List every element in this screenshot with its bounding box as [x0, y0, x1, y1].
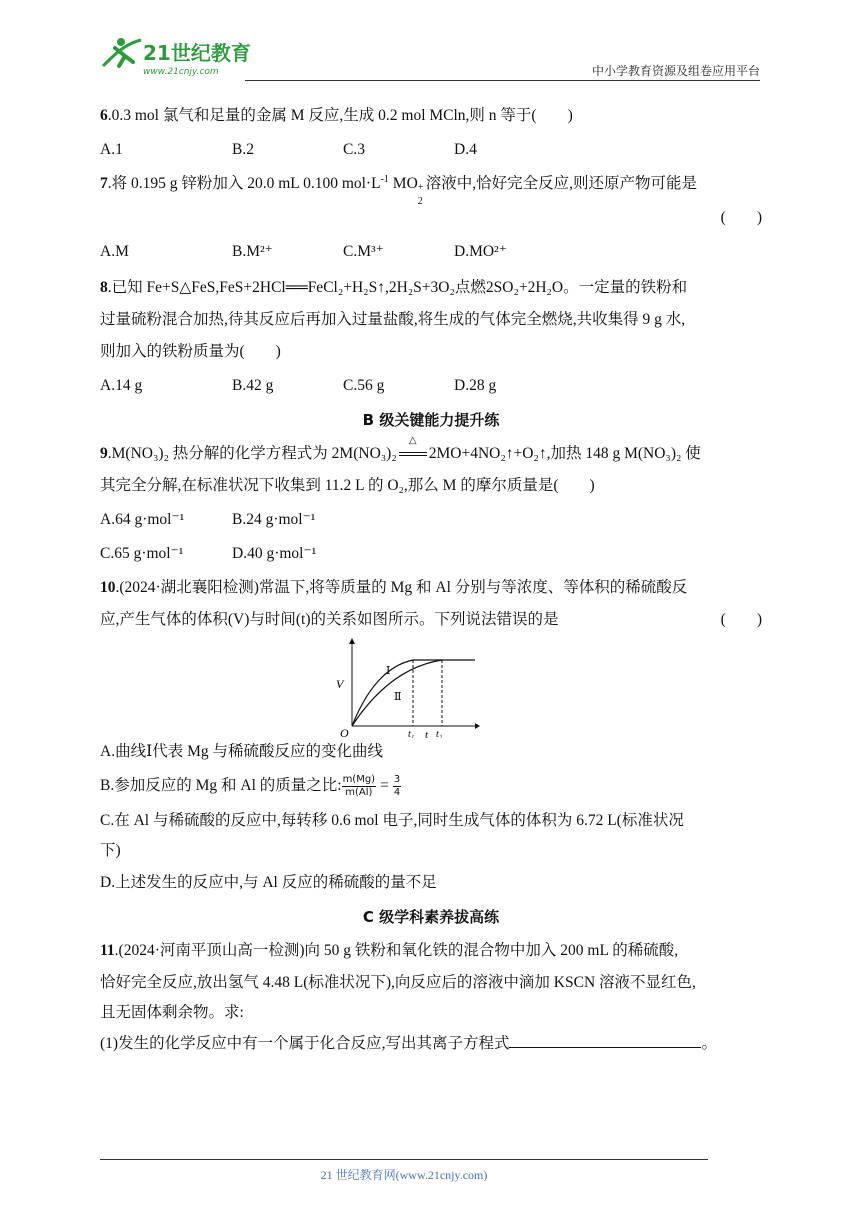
question-11-text-1: .(2024·河南平顶山高一检测)向 50 g 铁粉和氧化铁的混合物中加入 200 mL 的稀硫酸, — [114, 942, 679, 959]
question-9-text-a: .M(NO₃)₂ 热分解的化学方程式为 2M(NO₃)₂ — [107, 445, 397, 462]
ratio-fraction — [393, 774, 401, 799]
footer-divider — [100, 1159, 708, 1160]
option: C.56 g — [343, 377, 385, 394]
question-7-number: 7 — [100, 175, 108, 192]
option: B.M²⁺ — [232, 243, 273, 260]
origin-label: O — [340, 726, 349, 738]
answer-paren: ( ) — [720, 611, 762, 628]
option: B.2 — [232, 141, 254, 158]
curve-1-label: Ⅰ — [386, 665, 391, 677]
option: A.M — [100, 243, 129, 260]
ratio-num: 3 — [393, 774, 401, 785]
option: D.40 g·mol⁻¹ — [232, 545, 317, 562]
question-10-option-c-line-2: 下) — [100, 842, 121, 859]
heat-arrow: △ — [397, 442, 429, 466]
question-10-text-2: 应,产生气体的体积(V)与时间(t)的关系如图所示。下列说法错误的是 — [100, 611, 559, 628]
x-label: t — [425, 729, 429, 738]
question-9-number: 9 — [100, 445, 108, 462]
question-8-line-2: 过量硫粉混合加热,待其反应后再加入过量盐酸,将生成的气体完全燃烧,共收集得 9 g 水, — [100, 311, 686, 328]
question-8-text-1: .已知 Fe+S△FeS,FeS+2HCl══FeCl₂+H₂S↑,2H₂S+3O₂点燃2SO₂+2H₂O。一定量的铁粉和 — [107, 279, 688, 296]
question-content — [100, 100, 762, 1056]
question-8-options — [100, 374, 762, 398]
curve-2-label: Ⅱ — [394, 691, 402, 703]
mass-ratio-fraction — [342, 774, 377, 799]
volume-time-graph — [330, 638, 480, 738]
question-8-number: 8 — [100, 279, 108, 296]
logo-text: 21世纪教育 — [143, 41, 251, 65]
question-10-text-1: .(2024·湖北襄阳检测)常温下,将等质量的 Mg 和 Al 分别与等浓度、等体积的稀硫酸反 — [115, 579, 688, 596]
question-7-text-c: 溶液中,恰好完全反应,则还原产物可能是 — [425, 175, 698, 192]
option: A.1 — [100, 141, 123, 158]
frac-den: m(Al) — [345, 787, 373, 798]
platform-name: 中小学教育资源及组卷应用平台 — [591, 64, 760, 78]
question-6-options — [100, 138, 762, 162]
question-11-text-4: (1)发生的化学反应中有一个属于化合反应,写出其离子方程式 — [100, 1035, 510, 1052]
option: B.24 g·mol⁻¹ — [232, 511, 316, 528]
question-9-options-row-2 — [100, 542, 762, 566]
option-b-text: B.参加反应的 Mg 和 Al 的质量之比: — [100, 777, 342, 795]
header-divider — [245, 80, 760, 81]
ratio-den: 4 — [393, 787, 401, 798]
question-11-line-2: 恰好完全反应,放出氢气 4.48 L(标准状况下),向反应后的溶液中滴加 KSCN 溶液不显红色, — [100, 974, 696, 991]
question-10-line-2 — [100, 608, 762, 632]
question-7-text-b: MO — [388, 175, 418, 192]
footer-text: 21 世纪教育网(www.21cnjy.com) — [320, 1168, 488, 1182]
option: C.3 — [343, 141, 365, 158]
question-9-text-b: 2MO+4NO₂↑+O₂↑,加热 148 g M(NO₃)₂ 使 — [428, 445, 701, 462]
question-11-line-4 — [100, 1031, 762, 1056]
option: D.4 — [454, 141, 477, 158]
question-8-line-1 — [100, 276, 762, 300]
frac-num: m(Mg) — [342, 774, 376, 785]
question-10-option-a: A.曲线Ⅰ代表 Mg 与稀硫酸反应的变化曲线 — [100, 743, 383, 760]
y-label: V — [336, 677, 344, 691]
question-11-line-1 — [100, 939, 762, 963]
t1-label: t₁ — [408, 729, 415, 738]
question-7-text-a: .将 0.195 g 锌粉加入 20.0 mL 0.100 mol·L — [107, 175, 381, 192]
answer-paren: ( ) — [720, 209, 762, 226]
question-9-line-2: 其完全分解,在标准状况下收集到 11.2 L 的 O₂,那么 M 的摩尔质量是( ) — [100, 477, 595, 494]
header — [95, 34, 760, 82]
section-c-title: C 级学科素养拔高练 — [362, 908, 500, 926]
answer-blank[interactable] — [509, 1031, 701, 1048]
question-10-option-b — [100, 774, 762, 799]
section-b-title: B 级关键能力提升练 — [362, 411, 500, 429]
option: D.MO²⁺ — [454, 243, 507, 260]
question-11-line-3: 且无固体剩余物。求: — [100, 1004, 244, 1021]
t2-label: t₂ — [436, 729, 443, 738]
question-7-paren-row — [100, 206, 762, 230]
option: A.64 g·mol⁻¹ — [100, 511, 185, 528]
equals-sign: = — [380, 777, 389, 795]
option: C.M³⁺ — [343, 243, 384, 260]
question-9-options-row-1 — [100, 508, 762, 532]
option: A.14 g — [100, 377, 143, 394]
question-6 — [100, 104, 762, 128]
question-6-text: .0.3 mol 氯气和足量的金属 M 反应,生成 0.2 mol MCln,则 n 等于( ) — [107, 107, 573, 124]
question-10-number: 10 — [100, 579, 116, 596]
question-6-number: 6 — [100, 107, 108, 124]
question-10-line-1 — [100, 576, 762, 600]
option: C.65 g·mol⁻¹ — [100, 545, 184, 562]
period: 。 — [701, 1035, 717, 1052]
question-7: 7.将 0.195 g 锌粉加入 20.0 mL 0.100 $mol\cdot L^{-1}$ MO + 2 溶液中,恰好完全反应,则还原产物可能是 — [100, 173, 698, 207]
question-10-option-c-line-1: C.在 Al 与稀硫酸的反应中,每转移 0.6 mol 电子,同时生成气体的体积为 6.72 L(标准状况 — [100, 812, 684, 829]
logo-21cnjy-icon — [95, 34, 265, 80]
question-9-line-1 — [100, 435, 762, 466]
logo-url: www.21cnjy.com — [143, 67, 219, 77]
question-11-number: 11 — [100, 942, 115, 959]
question-10-option-d: D.上述发生的反应中,与 Al 反应的稀硫酸的量不足 — [100, 874, 437, 891]
question-8-line-3: 则加入的铁粉质量为( ) — [100, 343, 281, 360]
option: B.42 g — [232, 377, 274, 394]
option: D.28 g — [454, 377, 497, 394]
question-7-options — [100, 240, 762, 264]
